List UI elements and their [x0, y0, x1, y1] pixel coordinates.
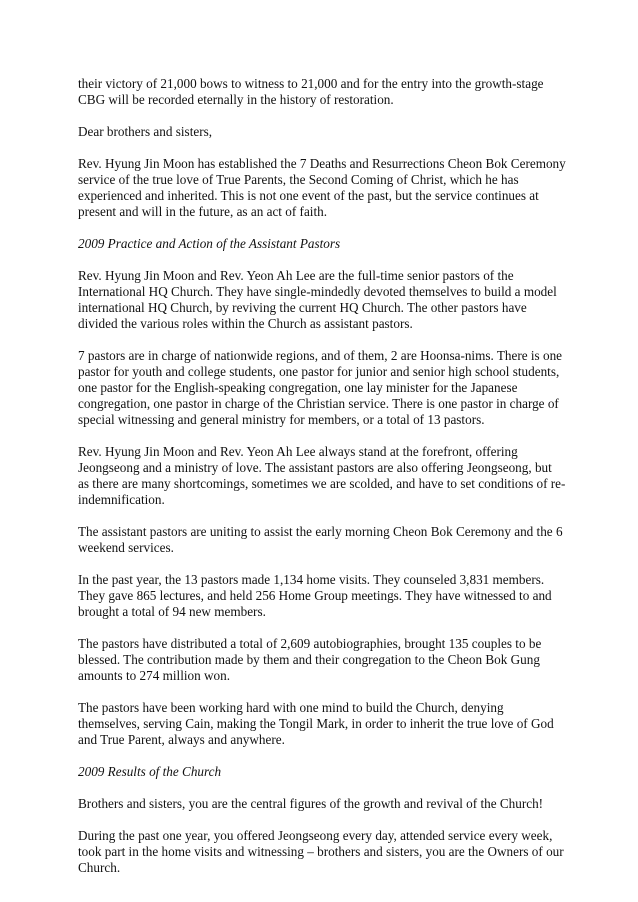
paragraph-central-figures: Brothers and sisters, you are the central figures of the growth and revival of the Church!: [78, 796, 544, 811]
paragraph-home-visits: In the past year, the 13 pastors made 1,134 home visits. They counseled 3,831 members. They gave 865 lectures, and held 256 Home Group meetings. They have witnessed to and brought a total of 94 new members.: [78, 572, 552, 619]
paragraph-pastor-roles: 7 pastors are in charge of nationwide regions, and of them, 2 are Hoonsa-nims. There is one pastor for youth and college students, one pastor for junior and senior high school students, one pastor for the English-speaking congregation, one lay minister for the Japanese congregation, one pastor in charge of the Christian service. There is one pastor in charge of special witnessing and general ministry for members, or a total of 13 pastors.: [78, 348, 563, 427]
section-heading-church-results: 2009 Results of the Church: [78, 764, 222, 779]
paragraph-one-mind: The pastors have been working hard with one mind to build the Church, denying themselves, serving Cain, making the Tongil Mark, in order to inherit the true love of God and True Parent, always and anywhere.: [78, 700, 554, 747]
paragraph-senior-pastors: Rev. Hyung Jin Moon and Rev. Yeon Ah Lee are the full-time senior pastors of the International HQ Church. They have single-mindedly devoted themselves to build a model international HQ Church, by reviving the current HQ Church. The other pastors have divided the various roles within the Church as assistant pastors.: [78, 268, 557, 331]
section-heading-assistant-pastors: 2009 Practice and Action of the Assistant Pastors: [78, 236, 341, 251]
paragraph-owners-of-church: During the past one year, you offered Jeongseong every day, attended service every week, took part in the home visits and witnessing – brothers and sisters, you are the Owners of our Church.: [78, 828, 564, 875]
paragraph-victory: their victory of 21,000 bows to witness to 21,000 and for the entry into the growth-stage CBG will be recorded eternally in the history of restoration.: [78, 76, 544, 107]
paragraph-cheon-bok-ceremony: Rev. Hyung Jin Moon has established the 7 Deaths and Resurrections Cheon Bok Ceremony service of the true love of True Parents, the Second Coming of Christ, which he has experienced and inherited. This is not one event of the past, but the service continues at present and will in the future, as an act of faith.: [78, 156, 566, 219]
document-page: [78, 76, 566, 892]
paragraph-autobiographies: The pastors have distributed a total of 2,609 autobiographies, brought 135 couples to be blessed. The contribution made by them and their congregation to the Cheon Bok Gung amounts to 274 million won.: [78, 636, 542, 683]
paragraph-jeongseong: Rev. Hyung Jin Moon and Rev. Yeon Ah Lee always stand at the forefront, offering Jeongseong and a ministry of love. The assistant pastors are also offering Jeongseong, but as there are many shortcomings, sometimes we are scolded, and have to set conditions of re-indemnification.: [78, 444, 566, 507]
paragraph-greeting: Dear brothers and sisters,: [78, 124, 213, 139]
paragraph-weekend-services: The assistant pastors are uniting to assist the early morning Cheon Bok Ceremony and the 6 weekend services.: [78, 524, 563, 555]
